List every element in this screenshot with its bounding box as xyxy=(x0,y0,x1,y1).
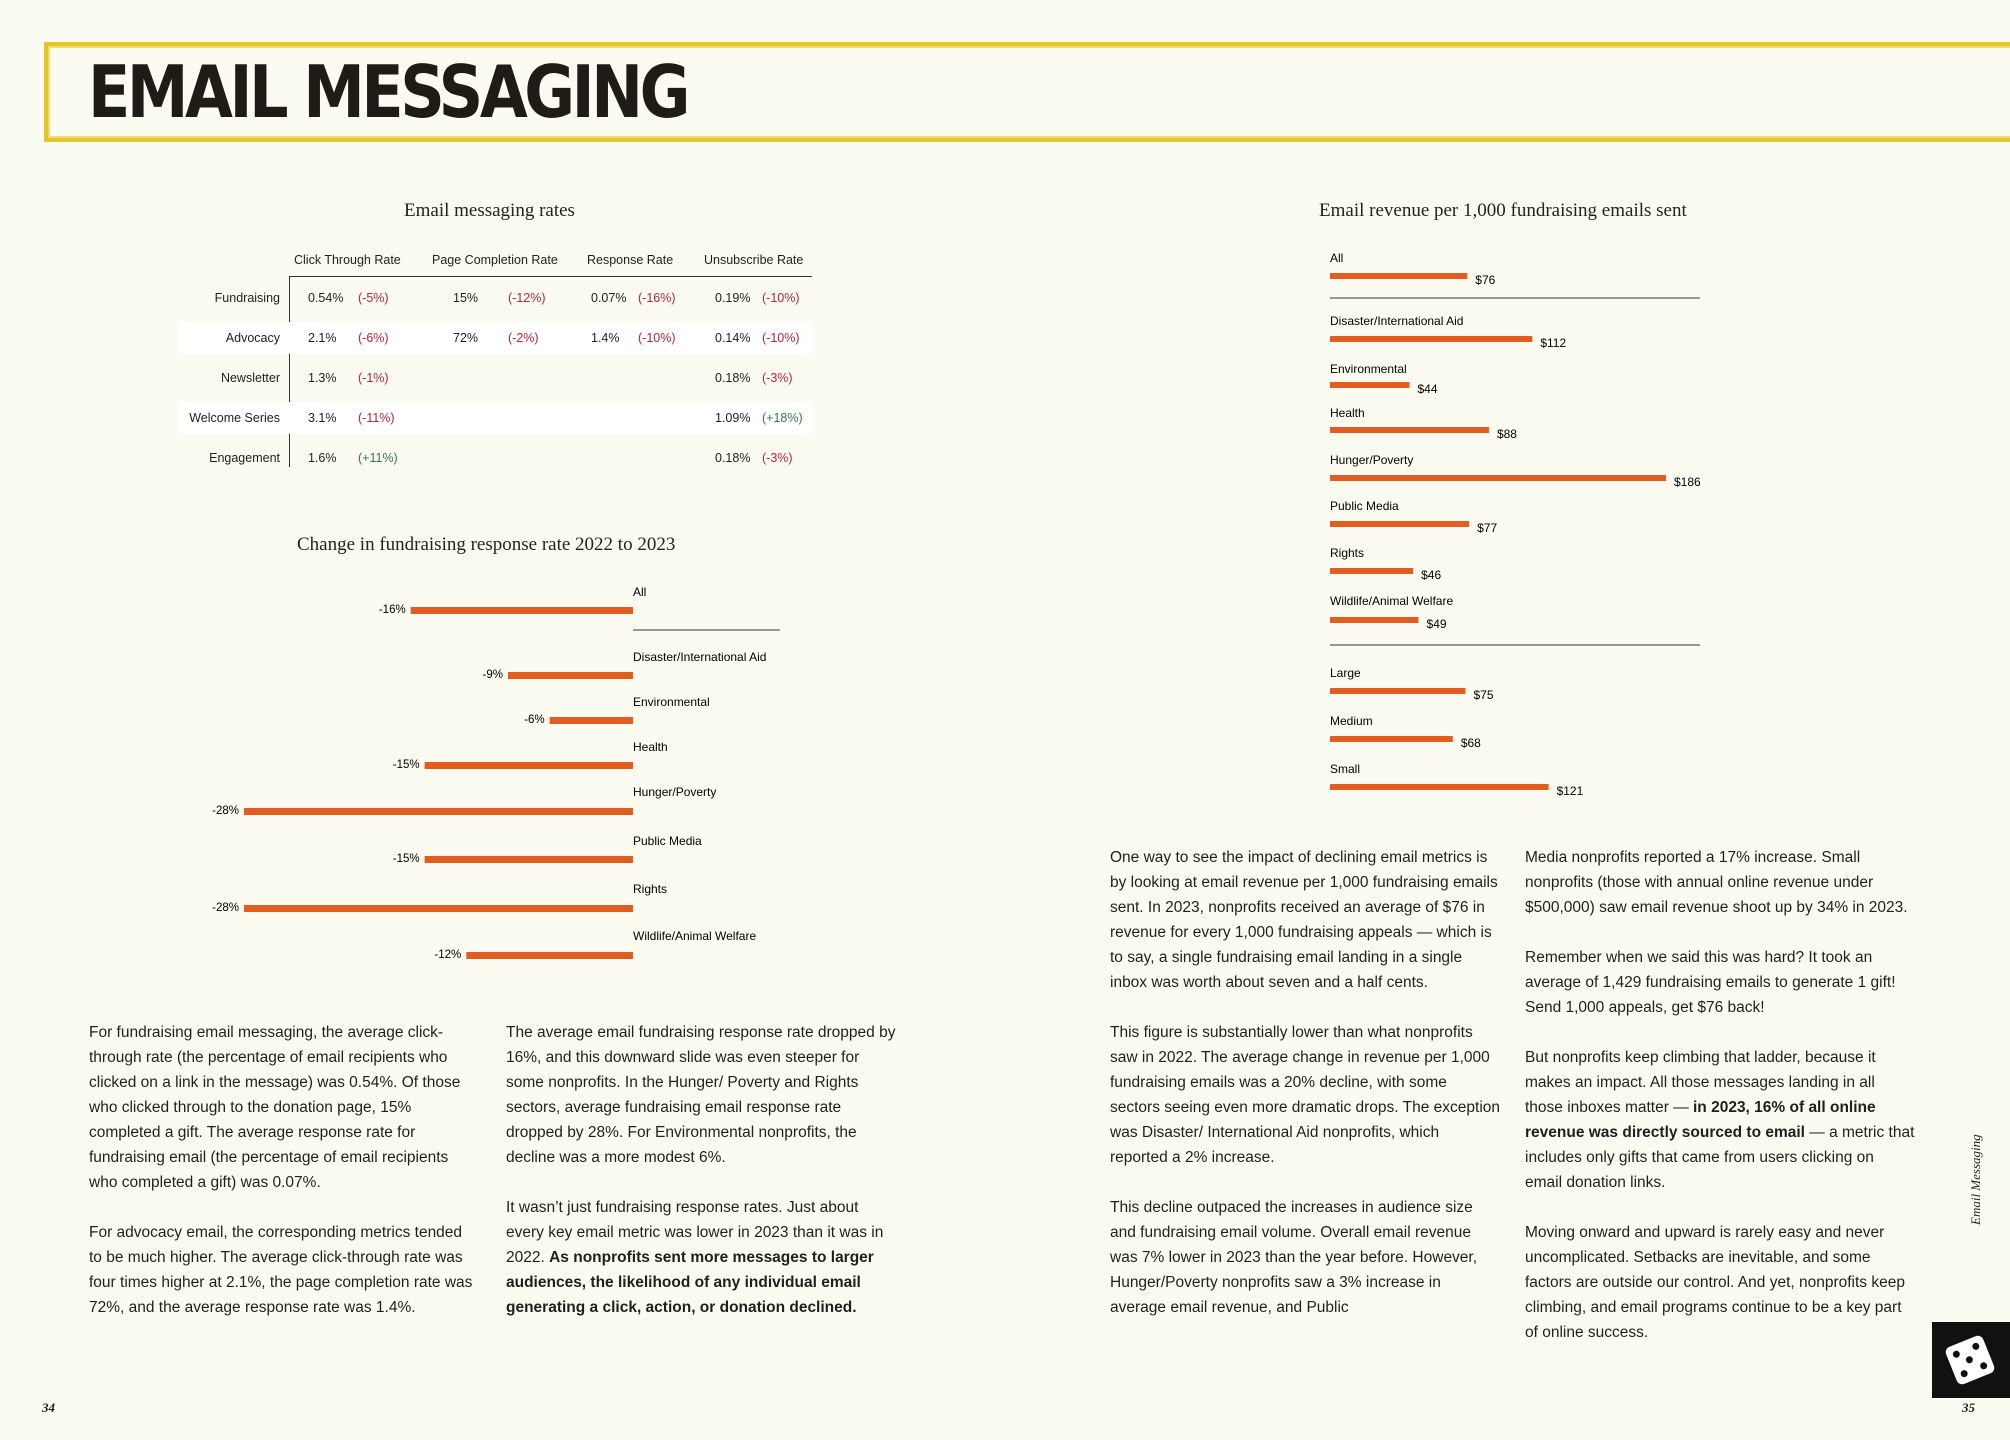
bar-label: $44 xyxy=(1417,382,1438,396)
bar xyxy=(244,905,633,912)
bar-label: -9% xyxy=(482,669,503,681)
rate-value: 2.1% xyxy=(308,331,337,345)
paragraph: Remember when we said this was hard? It took an average of 1,429 fundraising emails to generate 1 gift! Send 1,000 appeals, get $76 back! xyxy=(1525,949,1896,1016)
rate-value: 1.3% xyxy=(308,371,337,385)
row-label: Welcome Series xyxy=(189,411,280,425)
table-row xyxy=(178,322,812,354)
paragraph xyxy=(506,1195,896,1320)
category-label: Large xyxy=(1330,666,1361,680)
paragraph: For fundraising email messaging, the average click-through rate (the percentage of email recipients who clicked on a link in the message) was 0.54%. Of those who clicked through to the donation page, 15% completed a gift. The average response rate for fundraising email (the percentage of email recipients who completed a gift) was 0.07%. xyxy=(89,1024,461,1191)
change-value: (-3%) xyxy=(762,371,793,385)
bar xyxy=(411,607,633,614)
category-label: Health xyxy=(1330,406,1365,420)
change-value: (-12%) xyxy=(508,291,546,305)
header-response: Response Rate xyxy=(587,253,674,267)
bar xyxy=(244,808,633,815)
bar xyxy=(1330,736,1453,742)
category-label: Hunger/Poverty xyxy=(1330,453,1414,467)
header-divider xyxy=(289,276,812,277)
change-value: (+11%) xyxy=(358,451,398,465)
bar xyxy=(1330,688,1465,694)
category-label: Medium xyxy=(1330,714,1373,728)
category-label: Disaster/International Aid xyxy=(1330,314,1464,328)
bar xyxy=(1330,273,1467,279)
paragraph: Moving onward and upward is rarely easy and never uncomplicated. Setbacks are inevitable, and some factors are outside our control. And yet, nonprofits keep climbing, and email programs continue to be a key part of online success. xyxy=(1525,1224,1905,1341)
page-title: EMAIL MESSAGING xyxy=(88,50,688,134)
page-number-right: 35 xyxy=(1962,1400,1975,1415)
bar xyxy=(1330,568,1413,574)
paragraph: This decline outpaced the increases in audience size and fundraising email volume. Overall email revenue was 7% lower in 2023 than the year before. However, Hunger/Poverty nonprofits saw a 3% increase in average email revenue, and Public xyxy=(1110,1199,1478,1316)
rate-value: 3.1% xyxy=(308,411,337,425)
change-value: (-10%) xyxy=(762,331,800,345)
change-value: (-6%) xyxy=(358,331,389,345)
change-chart-title: Change in fundraising response rate 2022 to 2023 xyxy=(297,534,676,555)
dice-icon xyxy=(1932,1322,2010,1398)
row-label: Engagement xyxy=(209,451,280,465)
pip xyxy=(1960,1369,1969,1378)
page-number-left: 34 xyxy=(42,1400,55,1415)
pip xyxy=(1971,1342,1980,1351)
table-row xyxy=(178,362,812,394)
body-column-4 xyxy=(1525,845,1915,1370)
text-span: But nonprofits keep climbing that ladder, because it makes an impact. All those messages landing in all those inboxes matter — xyxy=(1525,1049,1876,1116)
bar-label: -12% xyxy=(434,949,462,961)
category-label: Rights xyxy=(633,882,668,896)
category-label: All xyxy=(1330,251,1344,265)
row-label: Advocacy xyxy=(225,331,280,345)
paragraph: This figure is substantially lower than what nonprofits saw in 2022. The average change in revenue per 1,000 fundraising emails was a 20% decline, with some sectors seeing even more dramatic drops. The exception was Disaster/ International Aid nonprofits, which reported a 2% increase. xyxy=(1110,1024,1500,1166)
bar xyxy=(425,856,633,863)
bar-label: -16% xyxy=(378,604,406,616)
bar-label: $68 xyxy=(1460,736,1481,750)
paragraph xyxy=(1525,1045,1915,1195)
bar-label: -28% xyxy=(212,805,239,817)
die-shape xyxy=(1944,1334,1996,1386)
bar xyxy=(1330,475,1666,481)
rate-value: 1.09% xyxy=(715,411,751,425)
category-label: Public Media xyxy=(1330,499,1399,513)
change-value: (-11%) xyxy=(358,411,395,425)
pip xyxy=(1952,1350,1961,1359)
table-title: Email messaging rates xyxy=(404,200,575,221)
bar-label: -15% xyxy=(392,759,420,771)
body-column-1 xyxy=(89,1020,479,1345)
bar-label: -15% xyxy=(392,853,420,865)
bar xyxy=(508,672,633,679)
category-label: Disaster/International Aid xyxy=(633,650,767,664)
paragraph: For advocacy email, the corresponding metrics tended to be much higher. The average click-through rate was four times higher at 2.1%, the page completion rate was 72%, and the average response rate was 1.4%. xyxy=(89,1224,473,1316)
rate-value: 1.6% xyxy=(308,451,337,465)
bar-label: $76 xyxy=(1475,273,1496,287)
category-label: All xyxy=(633,585,647,599)
bar-label: -6% xyxy=(524,714,545,726)
change-value: (-16%) xyxy=(638,291,676,305)
bar xyxy=(1330,427,1489,433)
bold-text: in 2023, 16% of all online revenue was directly sourced to email xyxy=(1525,1099,1876,1141)
revenue-chart xyxy=(1320,240,1740,800)
section-tab: Email Messaging xyxy=(1968,1134,1983,1225)
change-value: (-10%) xyxy=(638,331,676,345)
change-value: (-10%) xyxy=(762,291,800,305)
bar-label: $77 xyxy=(1477,521,1498,535)
row-label: Fundraising xyxy=(214,291,280,305)
change-value: (-2%) xyxy=(508,331,539,345)
rate-value: 0.14% xyxy=(715,331,751,345)
category-label: Rights xyxy=(1330,546,1365,560)
row-label: Newsletter xyxy=(220,371,280,385)
bar-label: $75 xyxy=(1473,688,1494,702)
bar-label: $186 xyxy=(1674,475,1701,489)
table-row xyxy=(178,402,812,434)
bar-label: $112 xyxy=(1540,336,1567,350)
rate-value: 0.07% xyxy=(591,291,627,305)
rate-value: 0.18% xyxy=(715,451,751,465)
header-click-through: Click Through Rate xyxy=(294,253,401,267)
category-label: Health xyxy=(633,740,668,754)
bar-label: $121 xyxy=(1556,784,1584,798)
change-value: (-1%) xyxy=(358,371,389,385)
rate-value: 15% xyxy=(453,291,479,305)
table-row xyxy=(178,442,812,474)
category-label: Wildlife/Animal Welfare xyxy=(1330,594,1454,608)
bar-label: $49 xyxy=(1426,617,1447,631)
change-value: (-3%) xyxy=(762,451,793,465)
rates-table xyxy=(178,234,812,474)
change-value: (-5%) xyxy=(358,291,389,305)
bar xyxy=(1330,382,1409,388)
bar xyxy=(1330,336,1532,342)
bar xyxy=(425,762,633,769)
paragraph: The average email fundraising response rate dropped by 16%, and this downward slide was even steeper for some nonprofits. In the Hunger/ Poverty and Rights sectors, average fundraising email response rate dropped by 28%. For Environmental nonprofits, the decline was a more modest 6%. xyxy=(506,1024,896,1166)
rate-value: 0.54% xyxy=(308,291,344,305)
bar-label: -28% xyxy=(212,902,239,914)
header-page-completion: Page Completion Rate xyxy=(432,253,558,267)
category-label: Small xyxy=(1330,762,1361,776)
body-column-2 xyxy=(506,1020,896,1345)
category-label: Wildlife/Animal Welfare xyxy=(633,929,757,943)
bold-text: As nonprofits sent more messages to larger audiences, the likelihood of any individual email generating a click, action, or donation declined. xyxy=(506,1249,874,1316)
category-label: Environmental xyxy=(1330,362,1407,376)
bar xyxy=(1330,784,1549,790)
change-chart xyxy=(180,570,800,990)
category-label: Hunger/Poverty xyxy=(633,785,717,799)
rate-value: 0.18% xyxy=(715,371,751,385)
revenue-chart-title: Email revenue per 1,000 fundraising emails sent xyxy=(1319,200,1687,221)
bar xyxy=(466,952,633,959)
bar-label: $46 xyxy=(1421,568,1442,582)
body-column-3 xyxy=(1110,845,1500,1345)
paragraph: One way to see the impact of declining email metrics is by looking at email revenue per 1,000 fundraising emails sent. In 2023, nonprofits received an average of $76 in revenue for every 1,000 fundraising appeals — which is to say, a single fundraising email landing in a single inbox was worth about seven and a half cents. xyxy=(1110,849,1498,991)
rate-value: 0.19% xyxy=(715,291,751,305)
pip xyxy=(1965,1355,1974,1364)
category-label: Environmental xyxy=(633,695,710,709)
rate-value: 1.4% xyxy=(591,331,620,345)
table-row xyxy=(178,282,812,314)
bar xyxy=(550,717,633,724)
bar xyxy=(1330,617,1419,623)
pip xyxy=(1979,1361,1988,1370)
paragraph: Media nonprofits reported a 17% increase. Small nonprofits (those with annual online revenue under $500,000) saw email revenue shoot up by 34% in 2023. xyxy=(1525,849,1908,916)
rate-value: 72% xyxy=(453,331,479,345)
text-span: — a metric that includes only gifts that came from users clicking on email donation links. xyxy=(1525,1124,1915,1191)
change-value: (+18%) xyxy=(762,411,803,425)
category-label: Public Media xyxy=(633,834,702,848)
bar xyxy=(1330,521,1469,527)
header-unsubscribe: Unsubscribe Rate xyxy=(704,253,804,267)
bar-label: $88 xyxy=(1496,427,1517,441)
text-span: It wasn’t just fundraising response rates. Just about every key email metric was lower in 2023 than it was in 2022. xyxy=(506,1199,884,1266)
